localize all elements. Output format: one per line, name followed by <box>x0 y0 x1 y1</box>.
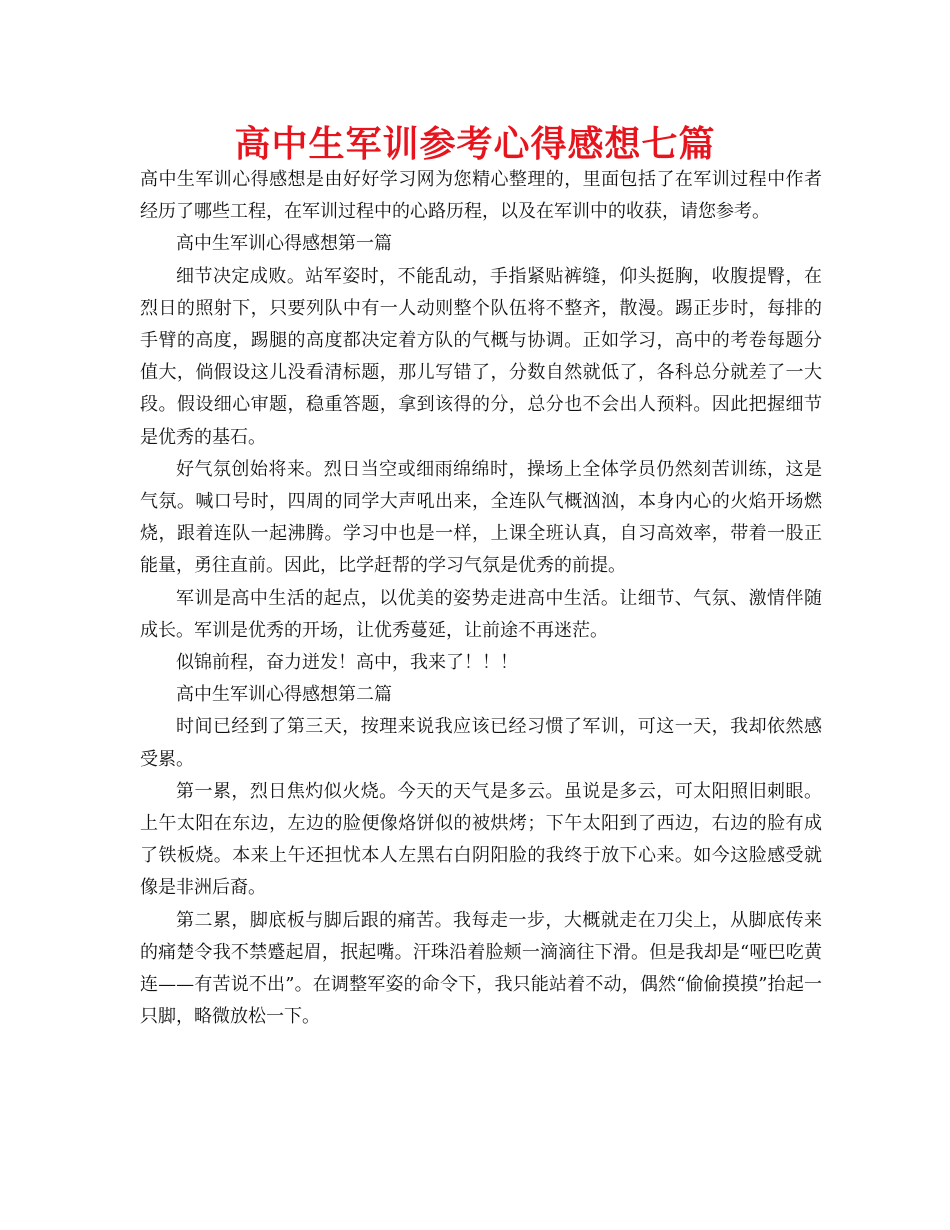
intro-paragraph: 高中生军训心得感想是由好好学习网为您精心整理的，里面包括了在军训过程中作者经历了哪些工程，在军训过程中的心路历程，以及在军训中的收获，请您参考。 <box>140 169 822 223</box>
paragraph-exclamation: 似锦前程，奋力迸发！高中，我来了！！！ <box>176 652 518 674</box>
section-heading-2: 高中生军训心得感想第二篇 <box>176 684 392 706</box>
document-title: 高中生军训参考心得感想七篇 <box>234 123 716 165</box>
paragraph-first-tiredness: 第一累，烈日焦灼似火烧。今天的天气是多云。虽说是多云，可太阳照旧刺眼。上午太阳在东边，左边的脸便像烙饼似的被烘烤；下午太阳到了西边，右边的脸有成了铁板烧。本来上午还担忧本人左黑右白阴阳脸的我终于放下心来。如今这脸感受就像是非洲后裔。 <box>140 780 822 899</box>
paragraph-atmosphere: 好气氛创始将来。烈日当空或细雨绵绵时，操场上全体学员仍然刻苦训练，这是气氛。喊口号时，四周的同学大声吼出来，全连队气概汹汹，本身内心的火焰开场燃烧，跟着连队一起沸腾。学习中也是一样，上课全班认真，自习高效率，带着一股正能量，勇往直前。因此，比学赶帮的学习气氛是优秀的前提。 <box>140 458 822 577</box>
paragraph-third-day: 时间已经到了第三天，按理来说我应该已经习惯了军训，可这一天，我却依然感受累。 <box>140 716 822 770</box>
paragraph-second-tiredness: 第二累，脚底板与脚后跟的痛苦。我每走一步，大概就走在刀尖上，从脚底传来的痛楚令我不禁蹙起眉，抿起嘴。汗珠沿着脸颊一滴滴往下滑。但是我却是“哑巴吃黄连——有苦说不出”。在调整军姿的命令下，我只能站着不动，偶然“偷偷摸摸”抬起一只脚，略微放松一下。 <box>140 909 822 1028</box>
paragraph-starting-point: 军训是高中生活的起点，以优美的姿势走进高中生活。让细节、气氛、激情伴随成长。军训是优秀的开场，让优秀蔓延，让前途不再迷茫。 <box>140 587 822 641</box>
section-heading-1: 高中生军训心得感想第一篇 <box>176 233 392 255</box>
document-body <box>140 164 822 1033</box>
paragraph-details: 细节决定成败。站军姿时，不能乱动，手指紧贴裤缝，仰头挺胸，收腹提臀，在烈日的照射下，只要列队中有一人动则整个队伍将不整齐，散漫。踢正步时，每排的手臂的高度，踢腿的高度都决定着方队的气概与协调。正如学习，高中的考卷每题分值大，倘假设这儿没看清标题，那儿写错了，分数自然就低了，各科总分就差了一大段。假设细心审题，稳重答题，拿到该得的分，总分也不会出人预料。因此把握细节是优秀的基石。 <box>140 265 822 448</box>
